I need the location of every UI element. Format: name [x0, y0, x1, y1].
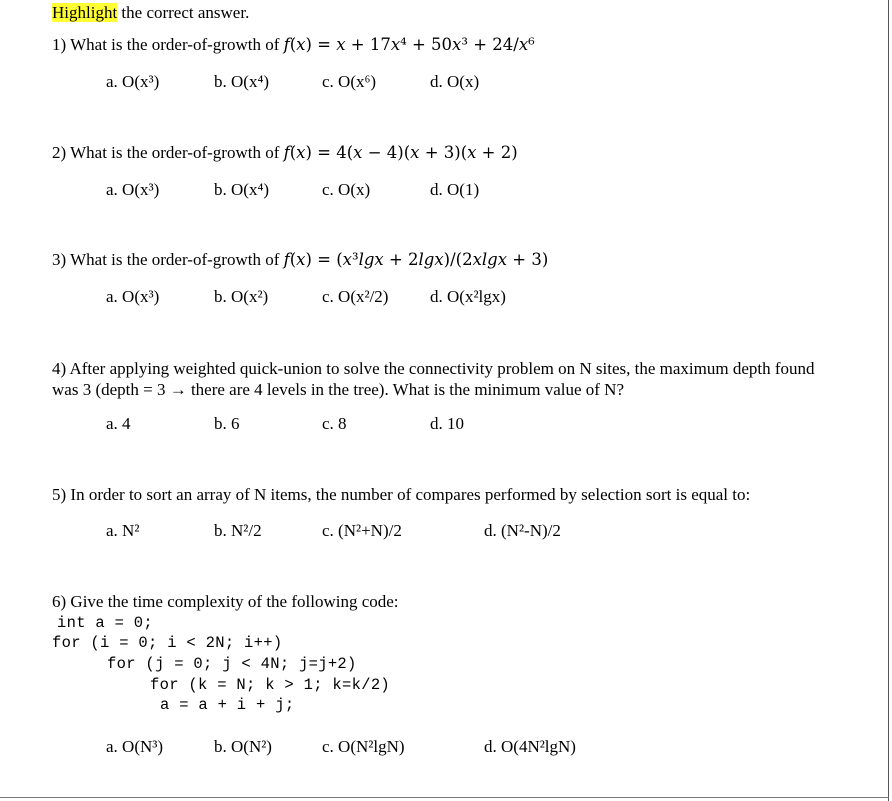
q1-option-d[interactable]: d. O(x) — [430, 72, 480, 91]
question-6-stem: 6) Give the time complexity of the following code: — [52, 592, 399, 611]
q1-option-c[interactable]: c. O(x⁶) — [322, 72, 377, 91]
question-5-stem: 5) In order to sort an array of N items, the number of compares performed by selection sort is equal to: — [52, 485, 751, 504]
question-4-stem: 4) After applying weighted quick-union to solve the connectivity problem on N sites, the maximum depth found was 3 (depth = 3 → there are 4 levels in the tree). What is the minimum value of N? — [52, 359, 815, 399]
q3-option-a[interactable]: a. O(x³) — [106, 287, 160, 306]
code-line-4: for (k = N; k > 1; k=k/2) — [150, 676, 391, 694]
code-line-2: for (i = 0; i < 2N; i++) — [52, 634, 283, 652]
q6-option-d[interactable]: d. O(4N²lgN) — [484, 737, 576, 756]
page-border-right — [888, 0, 889, 801]
question-1-stem: 1) What is the order-of-growth of — [52, 35, 284, 54]
code-line-3: for (j = 0; j < 4N; j=j+2) — [107, 655, 357, 673]
q3-option-c[interactable]: c. O(x²/2) — [322, 287, 389, 306]
question-1 — [52, 35, 535, 55]
q4-option-a[interactable]: a. 4 — [106, 414, 131, 433]
q5-option-d[interactable]: d. (N²-N)/2 — [484, 521, 561, 540]
question-2-stem: 2) What is the order-of-growth of — [52, 143, 284, 162]
q6-option-a[interactable]: a. O(N³) — [106, 737, 164, 756]
page-border-bottom — [0, 797, 889, 798]
question-2-formula: 𝑓(𝑥) = 4(𝑥 − 4)(𝑥 + 3)(𝑥 + 2) — [283, 143, 518, 162]
question-3-formula: 𝑓(𝑥) = (𝑥³𝑙𝑔𝑥 + 2𝑙𝑔𝑥)/(2𝑥𝑙𝑔𝑥 + 3) — [283, 250, 549, 269]
q5-option-b[interactable]: b. N²/2 — [214, 521, 262, 540]
question-2 — [52, 143, 518, 163]
q5-option-c[interactable]: c. (N²+N)/2 — [322, 521, 402, 540]
code-line-5: a = a + i + j; — [160, 696, 295, 714]
q6-option-c[interactable]: c. O(N²lgN) — [322, 737, 405, 756]
instruction-text: the correct answer. — [117, 3, 250, 22]
instruction — [52, 3, 249, 23]
q5-option-a[interactable]: a. N² — [106, 521, 140, 540]
question-3-stem: 3) What is the order-of-growth of — [52, 250, 284, 269]
q2-option-d[interactable]: d. O(1) — [430, 180, 480, 199]
q4-option-b[interactable]: b. 6 — [214, 414, 240, 433]
q1-option-b[interactable]: b. O(x⁴) — [214, 72, 270, 91]
q6-option-b[interactable]: b. O(N²) — [214, 737, 272, 756]
q4-option-d[interactable]: d. 10 — [430, 414, 464, 433]
q2-option-a[interactable]: a. O(x³) — [106, 180, 160, 199]
question-3 — [52, 250, 548, 270]
q1-option-a[interactable]: a. O(x³) — [106, 72, 160, 91]
code-line-1: int a = 0; — [57, 614, 154, 632]
q2-option-c[interactable]: c. O(x) — [322, 180, 371, 199]
q2-option-b[interactable]: b. O(x⁴) — [214, 180, 270, 199]
q4-option-c[interactable]: c. 8 — [322, 414, 347, 433]
q3-option-b[interactable]: b. O(x²) — [214, 287, 269, 306]
question-1-formula: 𝑓(𝑥) = 𝑥 + 17𝑥⁴ + 50𝑥³ + 24/𝑥⁶ — [283, 35, 535, 54]
highlight-word: Highlight — [52, 3, 118, 22]
q3-option-d[interactable]: d. O(x²lgx) — [430, 287, 506, 306]
